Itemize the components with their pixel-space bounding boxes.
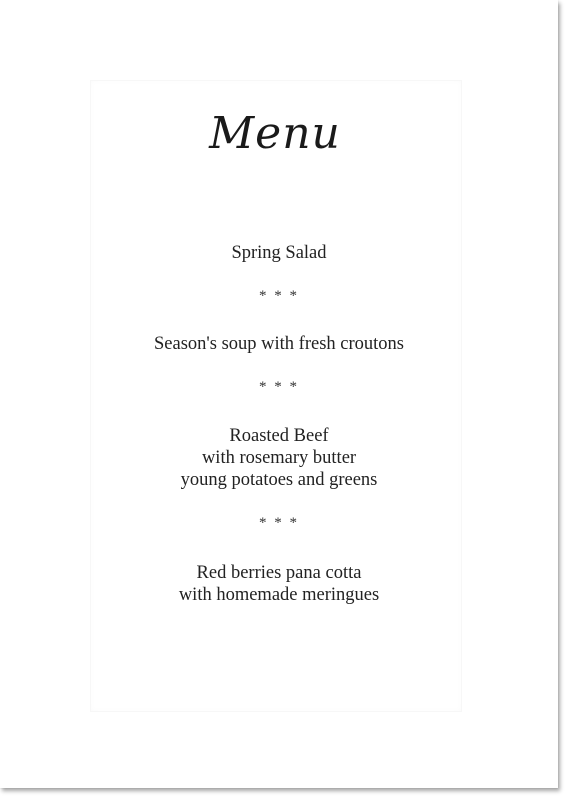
menu-title: Menu xyxy=(209,108,341,159)
course-soup: Season's soup with fresh croutons xyxy=(154,334,404,354)
menu-frame xyxy=(90,80,462,712)
course-main: Roasted Beef with rosemary butter young potatoes and greens xyxy=(180,426,378,490)
course-starter: Spring Salad xyxy=(231,243,327,263)
course-separator: * * * xyxy=(259,515,299,531)
course-dessert: Red berries pana cotta with homemade meringues xyxy=(178,563,380,605)
course-separator: * * * xyxy=(259,288,299,304)
course-separator: * * * xyxy=(259,379,299,395)
